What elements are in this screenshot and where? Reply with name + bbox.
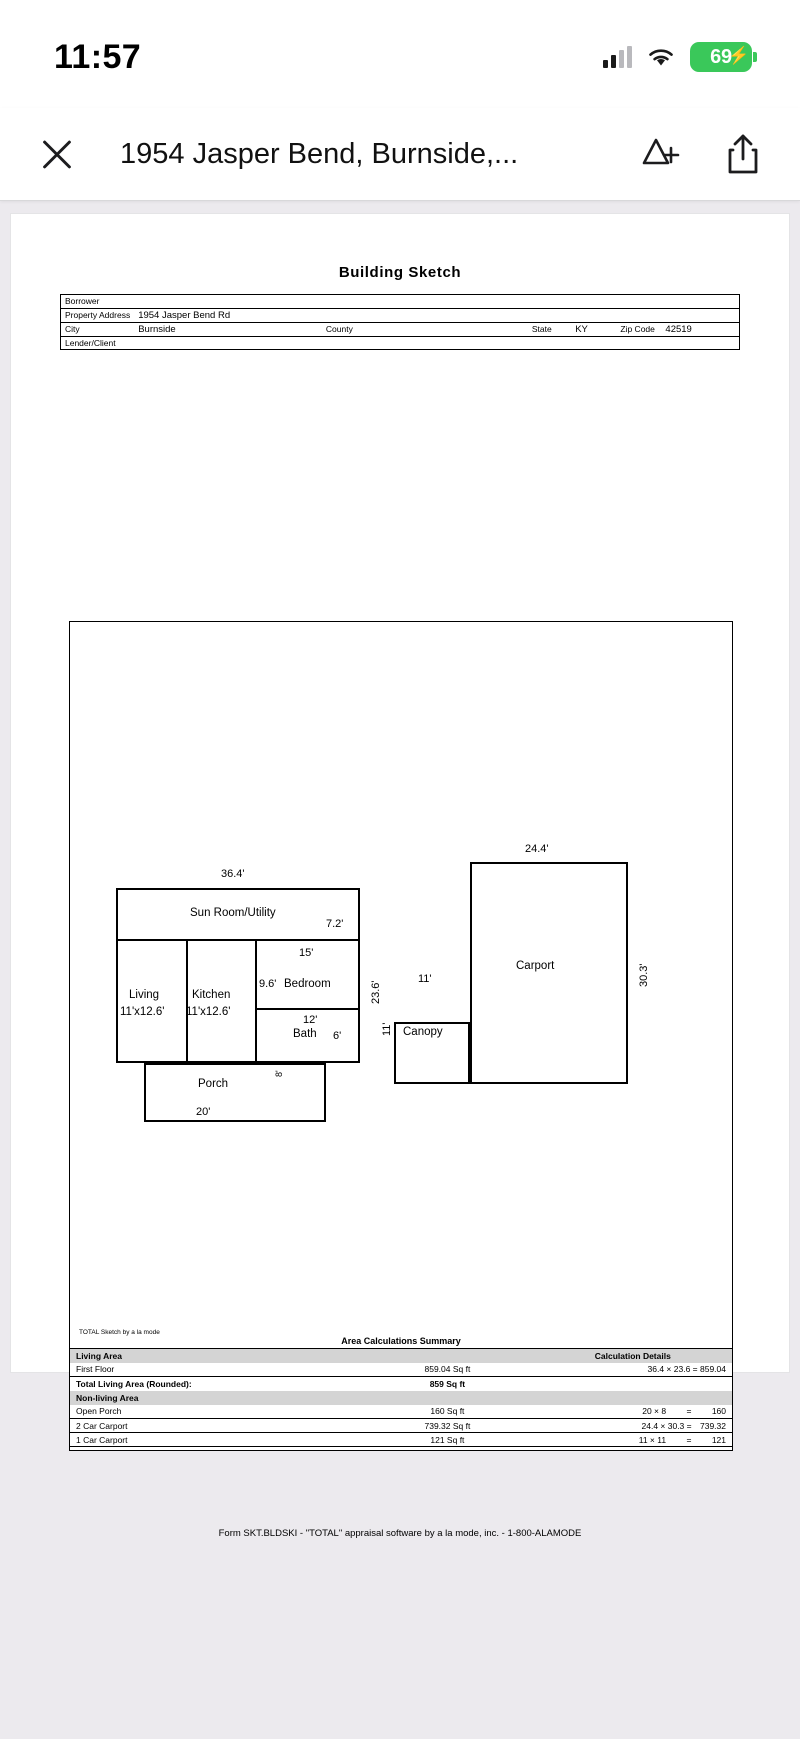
room-label-kitchen: Kitchen (192, 989, 231, 1001)
close-icon[interactable] (34, 131, 80, 177)
nonliving-row-label: 2 Car Carport (70, 1419, 362, 1433)
nonliving-row-label: 1 Car Carport (70, 1433, 362, 1447)
room-label-bedroom: Bedroom (284, 978, 331, 990)
property-header-table (60, 294, 740, 350)
room-label-canopy: Canopy (403, 1026, 443, 1038)
property-address-value: 1954 Jasper Bend Rd (138, 309, 231, 321)
carport-structure (470, 862, 628, 1084)
dimension-carport-top: 24.4' (525, 843, 549, 855)
cellular-signal-icon (603, 46, 632, 68)
document-viewer[interactable] (0, 201, 800, 1739)
room-label-living: Living (129, 989, 160, 1001)
col-calculation-details: Calculation Details (594, 1350, 671, 1361)
table-row (70, 1363, 733, 1377)
dimension-sunroom-height: 7.2' (326, 918, 344, 930)
nonliving-row-detail-b: 121 (711, 1434, 726, 1445)
dimension-carport-right: 30.3' (638, 963, 650, 987)
status-time: 11:57 (54, 37, 142, 76)
table-row (70, 1405, 733, 1419)
calc-table (69, 1348, 733, 1447)
zip-label: Zip Code (620, 323, 655, 334)
nonliving-row-detail-eq: = (686, 1434, 692, 1445)
nonliving-row-area: 739.32 Sq ft (361, 1419, 533, 1433)
room-label-carport: Carport (516, 960, 555, 972)
share-icon[interactable] (724, 131, 762, 177)
total-living-label: Total Living Area (Rounded): (70, 1377, 362, 1391)
dimension-bath-top: 12' (303, 1014, 318, 1026)
dimension-main-top: 36.4' (221, 868, 245, 880)
dimension-bath-right: 6' (333, 1030, 342, 1042)
nonliving-row-detail-b: 160 (711, 1406, 726, 1417)
zip-value: 42519 (665, 323, 692, 335)
status-bar (0, 0, 800, 108)
battery-icon (690, 42, 752, 72)
county-value (380, 322, 528, 336)
status-indicators (603, 42, 752, 72)
battery-percent: 69 (710, 45, 732, 68)
nonliving-row-detail-eq: = (686, 1406, 692, 1417)
room-size-living: 11'x12.6' (120, 1006, 165, 1018)
nonliving-label: Non-living Area (76, 1392, 139, 1403)
county-label: County (325, 324, 353, 334)
state-label: State (531, 324, 552, 334)
wifi-icon (646, 46, 676, 68)
navigation-bar (0, 108, 800, 201)
city-value: Burnside (138, 323, 176, 335)
state-value: KY (575, 323, 588, 335)
table-row (70, 1391, 733, 1405)
table-row (61, 308, 740, 322)
city-label: City (65, 324, 80, 334)
lender-label: Lender/Client (65, 337, 116, 348)
table-row (70, 1377, 733, 1391)
col-living-area: Living Area (76, 1350, 122, 1361)
property-address-label: Property Address (65, 310, 131, 320)
calc-summary-title: Area Calculations Summary (341, 1336, 461, 1346)
calc-row-label: First Floor (76, 1364, 115, 1375)
sketch-title: Building Sketch (338, 264, 462, 281)
total-living-value: 859 Sq ft (361, 1377, 533, 1391)
sunroom-divider (116, 939, 360, 941)
bath-divider (255, 1008, 360, 1010)
charging-bolt-icon: ⚡ (728, 46, 749, 65)
dimension-main-right: 23.6' (370, 980, 382, 1004)
table-row (70, 1433, 733, 1447)
calc-row-area: 859.04 Sq ft (424, 1364, 471, 1375)
nav-actions (638, 131, 762, 177)
porch-structure (144, 1063, 326, 1122)
markup-icon[interactable] (638, 131, 684, 177)
room-size-kitchen: 11'x12.6' (186, 1006, 231, 1018)
dimension-bedroom-left: 9.6' (259, 978, 277, 990)
table-row (70, 1349, 733, 1363)
room-label-sunroom: Sun Room/Utility (190, 907, 276, 919)
calc-row-detail: 36.4 × 23.6 = 859.04 (647, 1364, 726, 1375)
nonliving-row-area: 121 Sq ft (361, 1433, 533, 1447)
form-footer: Form SKT.BLDSKI - "TOTAL" appraisal software by a la mode, inc. - 1-800-ALAMODE (218, 1528, 582, 1539)
nonliving-row-detail-a: 11 × 11 (638, 1434, 667, 1445)
room-label-porch: Porch (198, 1078, 229, 1090)
sketch-credit: TOTAL Sketch by a la mode (79, 1329, 160, 1336)
dimension-porch-right: 8' (274, 1070, 284, 1077)
table-row (61, 336, 740, 350)
dimension-canopy-top: 11' (418, 973, 432, 985)
area-calculations (69, 1329, 733, 1447)
dimension-bedroom-top: 15' (299, 947, 314, 959)
floor-plan-canvas (69, 621, 733, 1451)
living-kitchen-divider (186, 939, 188, 1063)
document-page (10, 213, 790, 1539)
nonliving-row-detail-b: 739.32 (700, 1420, 726, 1431)
nonliving-row-area: 160 Sq ft (430, 1406, 465, 1417)
dimension-canopy-left: 11' (381, 1022, 393, 1036)
nonliving-row-label: Open Porch (76, 1406, 122, 1417)
nonliving-row-detail-a: 24.4 × 30.3 = (641, 1420, 692, 1431)
table-row (70, 1419, 733, 1433)
nonliving-row-detail-a: 20 × 8 (642, 1406, 667, 1417)
dimension-porch-bottom: 20' (196, 1106, 211, 1118)
lender-value (134, 336, 739, 350)
table-row (61, 295, 740, 309)
bedroom-wall (255, 939, 257, 1063)
table-row (61, 322, 740, 336)
borrower-value (134, 295, 322, 309)
room-label-bath: Bath (293, 1028, 317, 1040)
page-title: 1954 Jasper Bend, Burnside,... (120, 137, 519, 170)
borrower-label: Borrower (65, 296, 100, 307)
